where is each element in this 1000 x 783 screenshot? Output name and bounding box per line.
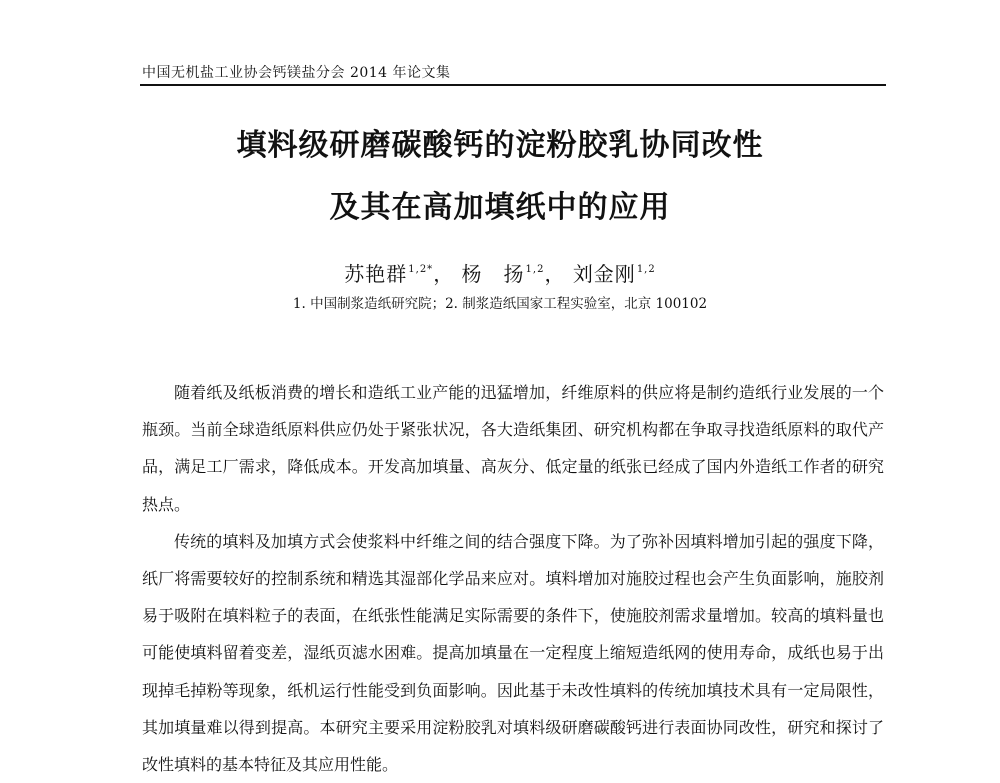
affiliation: 1. 中国制浆造纸研究院；2. 制浆造纸国家工程实验室，北京 100102 — [292, 296, 708, 312]
paper-title-line-2: 及其在高加填纸中的应用 — [329, 190, 671, 225]
author — [344, 262, 454, 286]
author-name: 苏艳群 — [344, 262, 408, 286]
running-header: 中国无机盐工业协会钙镁盐分会 2014 年论文集 — [142, 65, 451, 81]
body-text — [142, 374, 884, 783]
author-name: 杨 扬 — [461, 262, 525, 286]
author-separator: ， — [433, 262, 455, 286]
paper-title-line-1: 填料级研磨碳酸钙的淀粉胶乳协同改性 — [236, 128, 764, 163]
author-separator: ， — [544, 262, 566, 286]
author — [573, 262, 656, 286]
author-affiliation-mark: 1,2 — [525, 264, 545, 275]
author-affiliation-mark: 1,2* — [408, 264, 434, 275]
body-paragraph: 传统的填料及加填方式会使浆料中纤维之间的结合强度下降。为了弥补因填料增加引起的强度下降，纸厂将需要较好的控制系统和精选其湿部化学品来应对。填料增加对施胶过程也会产生负面影响，施胶剂易于吸附在填料粒子的表面，在纸张性能满足实际需要的条件下，使施胶剂需求量增加。较高的填料量也可能使填料留着变差，湿纸页滤水困难。提高加填量在一定程度上缩短造纸网的使用寿命，成纸也易于出现掉毛掉粉等现象，纸机运行性能受到负面影响。因此基于未改性填料的传统加填技术具有一定局限性，其加填量难以得到提高。本研究主要采用淀粉胶乳对填料级研磨碳酸钙进行表面协同改性，研究和探讨了改性填料的基本特征及其应用性能。 — [142, 531, 884, 775]
body-paragraph: 随着纸及纸板消费的增长和造纸工业产能的迅猛增加，纤维原料的供应将是制约造纸行业发展的一个瓶颈。当前全球造纸原料供应仍处于紧张状况，各大造纸集团、研究机构都在争取寻找造纸原料的取代产品，满足工厂需求，降低成本。开发高加填量、高灰分、低定量的纸张已经成了国内外造纸工作者的研究热点。 — [142, 383, 884, 514]
header-rule — [140, 84, 886, 86]
author-name: 刘金刚 — [572, 262, 636, 286]
author-affiliation-mark: 1,2 — [636, 264, 656, 275]
author — [462, 262, 566, 286]
author-list — [0, 258, 1000, 287]
